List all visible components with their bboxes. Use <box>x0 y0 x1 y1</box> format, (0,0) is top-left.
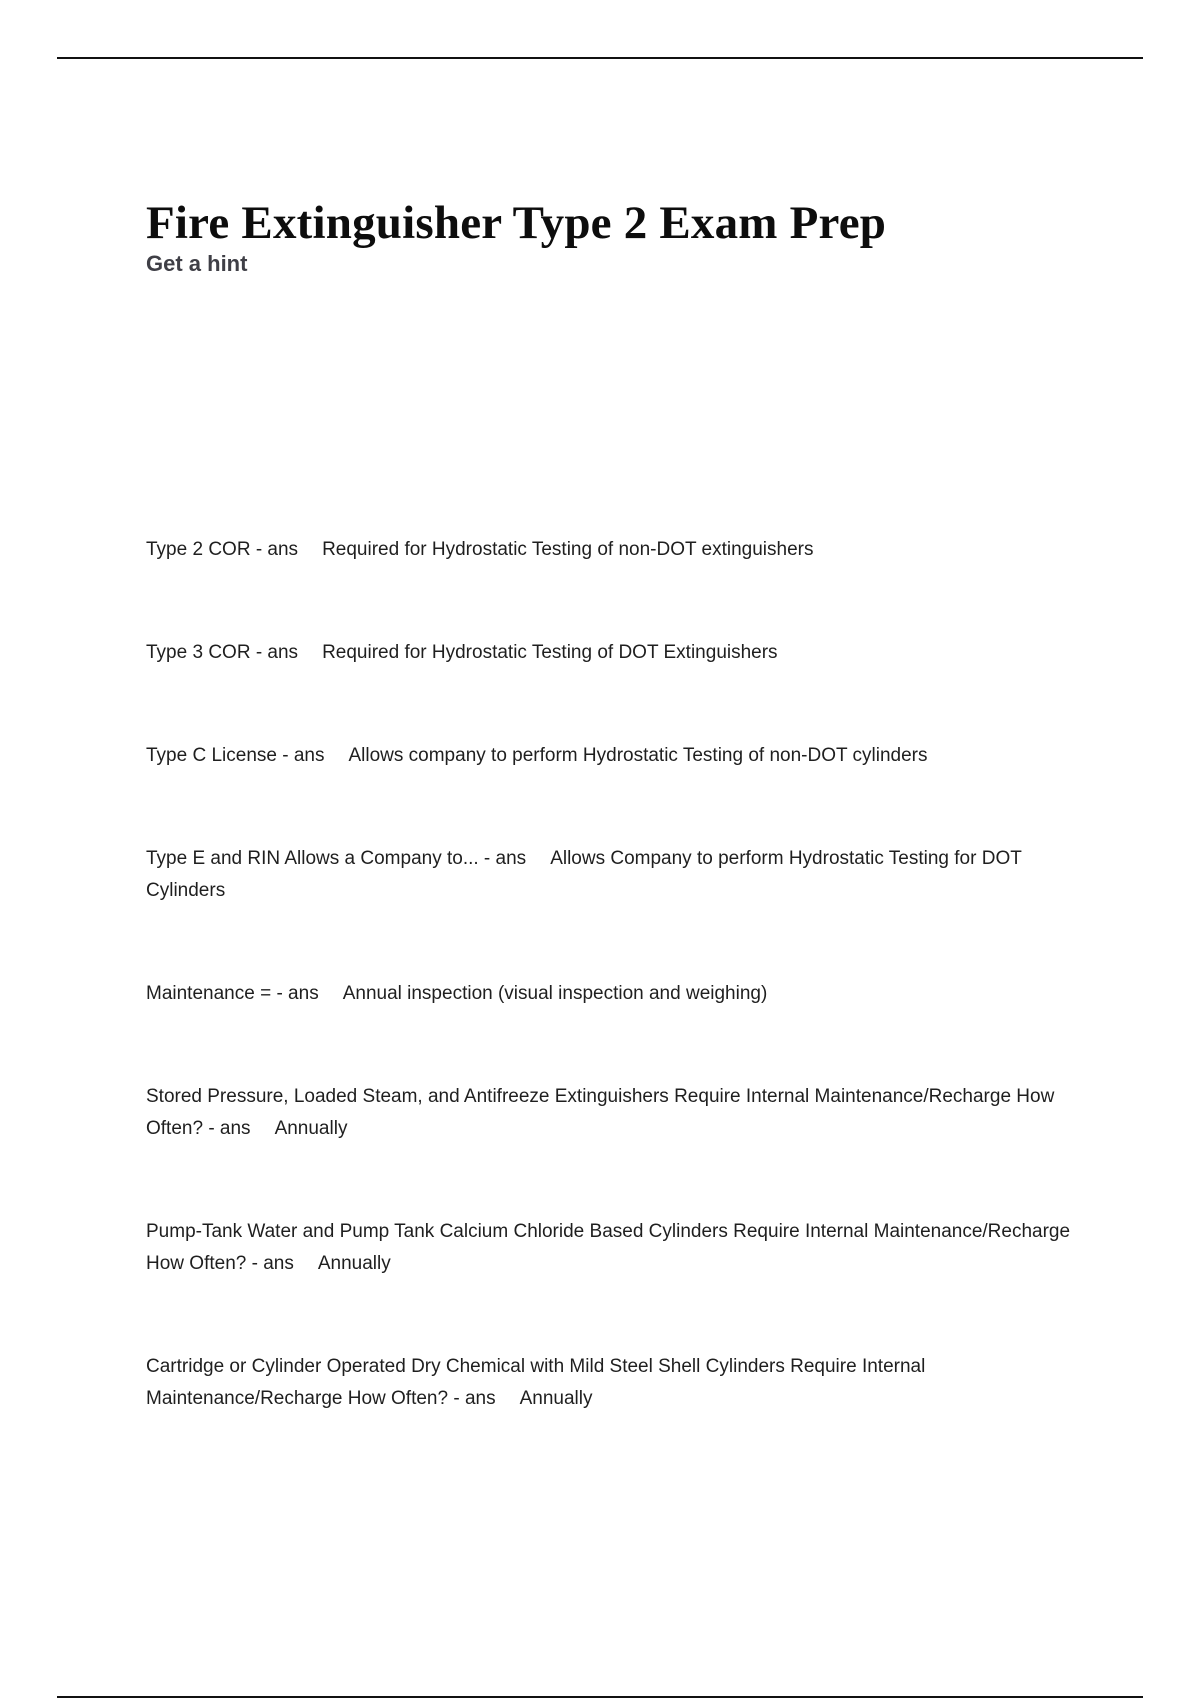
qa-answer: Annually <box>519 1388 593 1409</box>
qa-item <box>146 843 1076 907</box>
qa-item <box>146 534 1076 566</box>
qa-question: Cartridge or Cylinder Operated Dry Chemical with Mild Steel Shell Cylinders Require Internal Maintenance/Recharge How Often? - ans <box>146 1356 926 1409</box>
qa-question: Maintenance = - ans <box>146 983 319 1004</box>
hint-link[interactable]: Get a hint <box>146 251 248 276</box>
qa-question: Stored Pressure, Loaded Steam, and Antifreeze Extinguishers Require Internal Maintenance/Recharge How Often? - ans <box>146 1086 1055 1139</box>
qa-answer: Required for Hydrostatic Testing of DOT Extinguishers <box>322 642 778 663</box>
qa-answer: Allows company to perform Hydrostatic Testing of non-DOT cylinders <box>348 745 928 766</box>
qa-question: Type C License - ans <box>146 745 325 766</box>
qa-answer: Allows Company to perform Hydrostatic Testing for DOT Cylinders <box>146 848 1022 901</box>
qa-list <box>146 534 1076 1415</box>
top-rule <box>57 57 1143 59</box>
qa-item <box>146 1081 1076 1145</box>
qa-answer: Annually <box>274 1118 348 1139</box>
document-header <box>146 195 1076 277</box>
qa-item <box>146 1216 1076 1280</box>
qa-answer: Annually <box>317 1253 391 1274</box>
qa-item <box>146 637 1076 669</box>
qa-answer: Annual inspection (visual inspection and weighing) <box>342 983 768 1004</box>
qa-answer: Required for Hydrostatic Testing of non-DOT extinguishers <box>322 539 814 560</box>
qa-question: Type E and RIN Allows a Company to... - ans <box>146 848 527 869</box>
qa-question: Pump-Tank Water and Pump Tank Calcium Chloride Based Cylinders Require Internal Maintenance/Recharge How Often? - ans <box>146 1221 1071 1274</box>
qa-item <box>146 978 1076 1010</box>
qa-question: Type 3 COR - ans <box>146 642 299 663</box>
bottom-rule <box>57 1696 1143 1698</box>
qa-item <box>146 1351 1076 1415</box>
qa-question: Type 2 COR - ans <box>146 539 299 560</box>
page-title: Fire Extinguisher Type 2 Exam Prep <box>146 197 887 249</box>
qa-item <box>146 740 1076 772</box>
